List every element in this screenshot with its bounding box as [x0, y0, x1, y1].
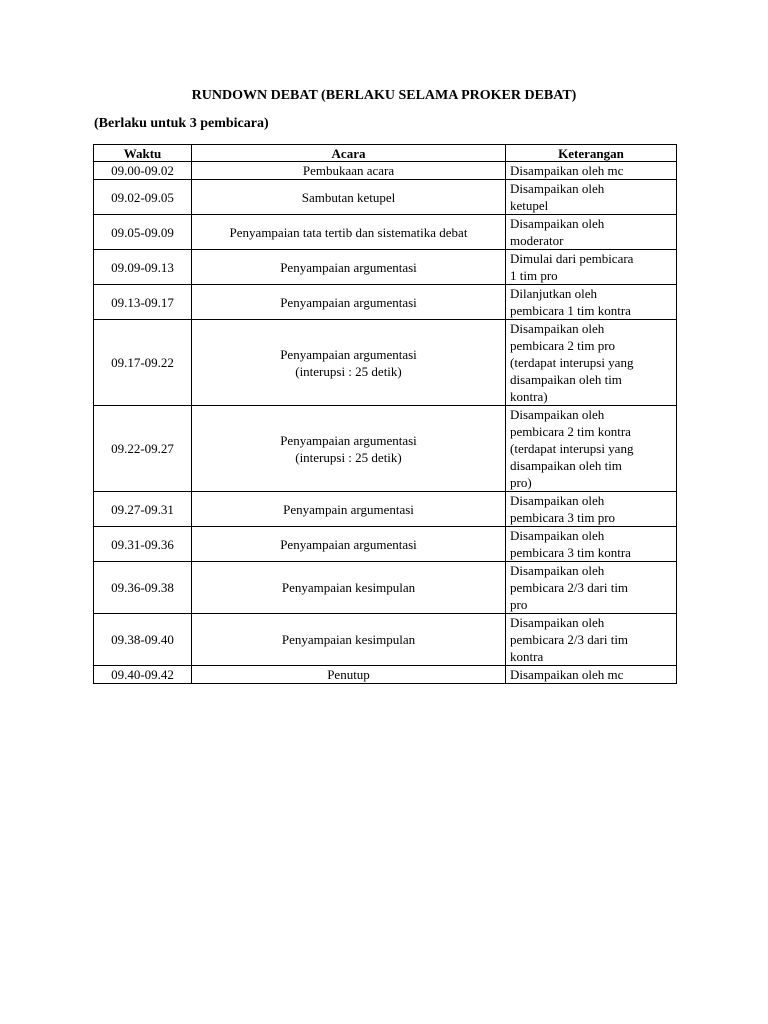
header-waktu: Waktu: [94, 145, 192, 162]
keterangan-line: pro: [510, 597, 528, 612]
acara-line: Penyampaian argumentasi: [280, 432, 417, 448]
keterangan-line: Disampaikan oleh: [510, 321, 605, 336]
cell-waktu: 09.31-09.36: [94, 527, 192, 562]
keterangan-line: Disampaikan oleh: [510, 563, 605, 578]
keterangan-line: disampaikan oleh tim: [510, 372, 622, 387]
rundown-table: [93, 144, 677, 684]
acara-line: Pembukaan acara: [302, 163, 395, 178]
cell-acara: [192, 406, 506, 492]
keterangan-line: kontra: [510, 649, 544, 664]
keterangan-line: ketupel: [510, 198, 549, 213]
keterangan-line: Disampaikan oleh: [510, 216, 605, 231]
cell-keterangan: [506, 492, 677, 527]
cell-waktu: 09.09-09.13: [94, 250, 192, 285]
cell-waktu: 09.13-09.17: [94, 285, 192, 320]
cell-keterangan: [506, 162, 677, 180]
cell-keterangan: [506, 250, 677, 285]
keterangan-line: Dilanjutkan oleh: [510, 286, 598, 301]
keterangan-line: Disampaikan oleh: [510, 615, 605, 630]
cell-waktu: 09.36-09.38: [94, 562, 192, 614]
keterangan-line: kontra): [510, 389, 548, 404]
keterangan-line: Disampaikan oleh: [510, 528, 605, 543]
table-body: [94, 162, 677, 684]
cell-acara: [192, 250, 506, 285]
acara-line: Penyampaian argumentasi: [280, 346, 417, 362]
keterangan-line: Disampaikan oleh: [510, 181, 605, 196]
header-keterangan: Keterangan: [506, 145, 677, 162]
cell-acara: [192, 614, 506, 666]
table-row: [94, 180, 677, 215]
table-row: [94, 320, 677, 406]
cell-waktu: 09.40-09.42: [94, 666, 192, 684]
keterangan-line: pembicara 2/3 dari tim: [510, 580, 629, 595]
cell-keterangan: [506, 527, 677, 562]
acara-line: Penyampain argumentasi: [283, 501, 414, 517]
keterangan-line: pembicara 2 tim kontra: [510, 424, 631, 439]
keterangan-line: 1 tim pro: [510, 268, 558, 283]
cell-keterangan: [506, 180, 677, 215]
table-row: [94, 666, 677, 684]
acara-line: Penyampaian tata tertib dan sistematika debat: [229, 224, 468, 240]
keterangan-line: Disampaikan oleh mc: [510, 667, 624, 682]
cell-keterangan: [506, 562, 677, 614]
table-row: [94, 250, 677, 285]
keterangan-line: Disampaikan oleh: [510, 407, 605, 422]
acara-line: Penyampaian kesimpulan: [281, 580, 416, 595]
cell-acara: [192, 666, 506, 684]
cell-acara: [192, 492, 506, 527]
acara-line: Penyampaian argumentasi: [280, 259, 417, 275]
cell-keterangan: [506, 614, 677, 666]
document-subtitle: (Berlaku untuk 3 pembicara): [94, 116, 269, 131]
table-row: [94, 562, 677, 614]
cell-waktu: 09.27-09.31: [94, 492, 192, 527]
cell-waktu: 09.17-09.22: [94, 320, 192, 406]
acara-line: (interupsi : 25 detik): [295, 449, 402, 465]
keterangan-line: moderator: [510, 233, 564, 248]
acara-line: Penyampaian argumentasi: [280, 536, 417, 552]
cell-acara: [192, 180, 506, 215]
keterangan-line: Disampaikan oleh mc: [510, 163, 624, 178]
cell-acara: [192, 562, 506, 614]
keterangan-line: pembicara 3 tim kontra: [510, 545, 631, 560]
acara-line: (interupsi : 25 detik): [295, 363, 402, 379]
cell-waktu: 09.02-09.05: [94, 180, 192, 215]
acara-line: Sambutan ketupel: [301, 189, 396, 205]
cell-keterangan: [506, 320, 677, 406]
keterangan-line: Disampaikan oleh: [510, 493, 605, 508]
acara-line: Penutup: [327, 667, 370, 682]
header-acara: Acara: [192, 145, 506, 162]
cell-acara: [192, 162, 506, 180]
keterangan-line: disampaikan oleh tim: [510, 458, 622, 473]
keterangan-line: (terdapat interupsi yang: [510, 355, 634, 370]
table-row: [94, 492, 677, 527]
table-header-row: [94, 145, 677, 162]
keterangan-line: pembicara 2/3 dari tim: [510, 632, 629, 647]
cell-acara: [192, 215, 506, 250]
table-row: [94, 285, 677, 320]
keterangan-line: pembicara 3 tim pro: [510, 510, 616, 525]
cell-keterangan: [506, 666, 677, 684]
cell-keterangan: [506, 215, 677, 250]
table-row: [94, 215, 677, 250]
keterangan-line: pembicara 1 tim kontra: [510, 303, 631, 318]
keterangan-line: pro): [510, 475, 532, 490]
keterangan-line: (terdapat interupsi yang: [510, 441, 634, 456]
acara-line: Penyampaian argumentasi: [280, 294, 417, 310]
cell-waktu: 09.00-09.02: [94, 162, 192, 180]
keterangan-line: pembicara 2 tim pro: [510, 338, 616, 353]
table-row: [94, 527, 677, 562]
cell-keterangan: [506, 406, 677, 492]
cell-waktu: 09.22-09.27: [94, 406, 192, 492]
cell-acara: [192, 527, 506, 562]
cell-acara: [192, 285, 506, 320]
cell-keterangan: [506, 285, 677, 320]
cell-waktu: 09.38-09.40: [94, 614, 192, 666]
acara-line: Penyampaian kesimpulan: [281, 632, 416, 647]
table-row: [94, 162, 677, 180]
table-row: [94, 614, 677, 666]
keterangan-line: Dimulai dari pembicara: [510, 251, 634, 266]
cell-acara: [192, 320, 506, 406]
document-title: RUNDOWN DEBAT (BERLAKU SELAMA PROKER DEBAT): [191, 88, 577, 103]
cell-waktu: 09.05-09.09: [94, 215, 192, 250]
table-row: [94, 406, 677, 492]
